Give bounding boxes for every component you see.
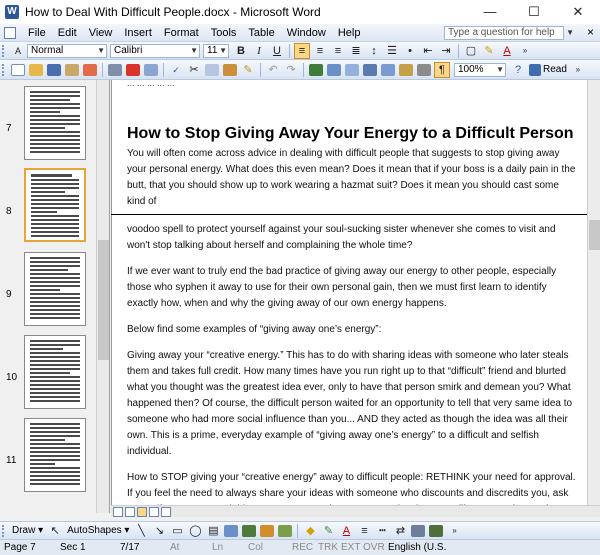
page-thumbnail-7[interactable] (24, 86, 86, 160)
font-select[interactable] (110, 44, 200, 58)
status-language: English (U.S. (388, 542, 447, 553)
window-controls (468, 0, 600, 24)
horizontal-scrollbar[interactable] (111, 505, 600, 517)
page-thumbnail-11[interactable] (24, 418, 86, 492)
align-left-icon[interactable]: ≡ (294, 43, 310, 59)
line-spacing-icon[interactable]: ↕ (371, 44, 377, 57)
scrollbar-thumb[interactable] (98, 240, 109, 360)
close-document-button[interactable]: × (586, 25, 594, 39)
text-box-icon[interactable]: ▤ (208, 524, 219, 537)
thumb-page-number: 10 (6, 372, 18, 383)
columns-icon[interactable] (381, 64, 395, 76)
reading-layout-view-icon[interactable] (161, 507, 171, 517)
status-section: Sec 1 (60, 542, 86, 553)
status-rec[interactable]: REC (292, 542, 314, 553)
menu-insert[interactable]: Insert (124, 26, 152, 39)
styles-pane-icon[interactable]: A (14, 45, 21, 56)
thumb-page-number: 8 (6, 206, 12, 217)
document-icon[interactable] (4, 27, 16, 39)
increase-indent-icon[interactable]: ⇥ (441, 44, 451, 57)
separator (303, 63, 304, 77)
oval-icon[interactable]: ◯ (189, 524, 202, 537)
wordart-icon[interactable] (224, 525, 238, 537)
status-ovr[interactable]: OVR (363, 542, 385, 553)
draw-menu[interactable]: Draw ▾ (12, 525, 44, 536)
menu-format[interactable]: Format (163, 26, 199, 39)
align-right-icon[interactable]: ≡ (334, 44, 342, 57)
font-size-select[interactable] (203, 44, 229, 58)
menu-bar (0, 24, 600, 42)
menu-tools[interactable]: Tools (210, 26, 237, 39)
diagram-icon[interactable] (242, 525, 256, 537)
menu-table[interactable]: Table (248, 26, 275, 39)
open-folder-icon[interactable] (29, 64, 43, 76)
arrow-icon[interactable]: ↘ (154, 524, 165, 537)
thumb-page-number: 9 (6, 289, 12, 300)
menu-help[interactable]: Help (337, 26, 361, 39)
status-trk[interactable]: TRK (318, 542, 338, 553)
close-button[interactable]: ✕ (572, 4, 584, 19)
page-break (111, 214, 587, 222)
print-icon[interactable] (108, 64, 122, 76)
status-at: At (170, 542, 180, 553)
drawing-toolbar (0, 521, 600, 539)
document-map-icon[interactable] (417, 64, 431, 76)
separator (260, 63, 261, 77)
new-document-icon[interactable] (11, 64, 25, 76)
section-heading: How to Stop Giving Away Your Energy to a Difficult Person (127, 125, 574, 142)
web-layout-view-icon[interactable] (125, 507, 135, 517)
page-thumbnail-9[interactable] (24, 252, 86, 326)
zoom-select[interactable] (454, 63, 506, 77)
paragraph-2: If we ever want to truly end the bad practice of giving away our energy to other people, especially those who syphen it away to use for their own personal gain, then we must first learn to identify exactly how, when and why the giving away of our own energy happens. (127, 266, 557, 309)
show-formatting-icon[interactable]: ¶ (434, 62, 450, 78)
separator (297, 524, 298, 538)
status-line: Ln (212, 542, 224, 553)
help-dropdown-icon[interactable]: ▼ (566, 28, 574, 37)
dash-style-icon[interactable]: ┅ (379, 524, 386, 537)
select-objects-icon[interactable]: ↖ (50, 524, 60, 537)
paste-icon[interactable] (223, 64, 237, 76)
picture-icon[interactable] (278, 525, 292, 537)
drawing-icon[interactable] (399, 64, 413, 76)
tables-borders-icon[interactable] (327, 64, 341, 76)
outline-view-icon[interactable] (149, 507, 159, 517)
copy-icon[interactable] (205, 64, 219, 76)
save-icon[interactable] (47, 64, 61, 76)
highlight-icon[interactable]: ✎ (484, 44, 494, 57)
style-select[interactable] (27, 44, 107, 58)
paragraph-4: Giving away your “creative energy.” This has to do with sharing ideas with someone who later steals them and takes full credit. How many times have you run right up to that “difficult” friend and blurted what you thought was the greatest idea ever, only to have that person smirk and demean you? What happened then? Of course, the difficult person waited for an opportunity to tell that very same idea to someone who had more social influence than you... AND they acted as though the idea was all their own. This is a prime, everyday example of “giving away one’s energy” to a difficult and selfish individual. (127, 350, 573, 457)
separator (458, 44, 459, 58)
formatting-toolbar (0, 42, 600, 60)
borders-icon[interactable]: ▢ (465, 44, 477, 57)
normal-view-icon[interactable] (113, 507, 123, 517)
paragraph-1-continued: voodoo spell to protect yourself against your soul-sucking sister whenever she comes to visit and won't stop talking about herself and complaining the whole time? (127, 224, 556, 251)
separator (289, 44, 290, 58)
insert-excel-icon[interactable] (363, 64, 377, 76)
status-bar (0, 539, 600, 555)
document-page[interactable] (111, 80, 587, 513)
read-button[interactable]: Read (543, 64, 567, 75)
toolbar-options-icon[interactable]: » (575, 64, 581, 74)
fill-color-icon[interactable]: ◆ (306, 524, 315, 537)
rectangle-icon[interactable]: ▭ (172, 524, 183, 537)
autoshapes-menu[interactable]: AutoShapes ▾ (67, 525, 130, 536)
scrollbar-thumb[interactable] (589, 220, 600, 250)
print-preview-icon[interactable] (126, 64, 140, 76)
font-color-icon[interactable]: A (342, 524, 351, 537)
separator (163, 63, 164, 77)
clip-art-icon[interactable] (260, 525, 274, 537)
status-page: Page 7 (4, 542, 36, 553)
read-mode-icon[interactable] (529, 64, 541, 76)
font-value: Calibri (114, 44, 143, 56)
zoom-value: 100% (458, 63, 484, 75)
thumbnails-scrollbar[interactable] (96, 80, 109, 513)
page-thumbnail-8[interactable] (24, 168, 86, 242)
maximize-button[interactable]: ☐ (528, 4, 540, 19)
spelling-icon[interactable]: ✓ (172, 64, 180, 75)
menu-window[interactable]: Window (286, 26, 326, 39)
undo-icon[interactable]: ↶ (268, 63, 278, 76)
window-title: How to Deal With Difficult People.docx - Microsoft Word (25, 5, 321, 19)
cut-icon[interactable]: ✂ (189, 63, 199, 76)
chevron-down-icon: ▼ (219, 45, 227, 55)
separator (102, 63, 103, 77)
standard-toolbar (0, 60, 600, 80)
status-column: Col (248, 542, 264, 553)
thumb-page-number: 11 (6, 455, 17, 466)
chevron-down-icon: ▼ (496, 64, 504, 74)
format-painter-icon[interactable]: ✎ (243, 63, 253, 76)
status-ext[interactable]: EXT (341, 542, 361, 553)
underline-button[interactable]: U (273, 44, 281, 57)
menu-view[interactable]: View (88, 26, 113, 39)
decrease-indent-icon[interactable]: ⇤ (423, 44, 433, 57)
hyperlink-icon[interactable] (309, 64, 323, 76)
line-color-icon[interactable]: ✎ (323, 524, 334, 537)
word-app-icon[interactable]: W (5, 5, 19, 19)
print-layout-view-icon[interactable] (137, 507, 147, 517)
help-search-input[interactable]: Type a question for help (444, 26, 564, 40)
menu-edit[interactable]: Edit (57, 26, 77, 39)
align-center-icon[interactable]: ≡ (316, 44, 324, 57)
style-value: Normal (31, 44, 64, 56)
bold-button[interactable]: B (237, 44, 245, 57)
thumbnails-pane (0, 80, 110, 513)
chevron-down-icon: ▼ (97, 45, 105, 55)
justify-icon[interactable]: ≣ (351, 44, 361, 57)
toolbar-options-icon[interactable]: » (522, 45, 528, 55)
italic-button[interactable]: I (257, 44, 261, 57)
numbering-icon[interactable]: ☰ (387, 44, 397, 57)
font-color-icon[interactable]: A (503, 44, 511, 57)
toolbar-options-icon[interactable]: » (452, 525, 457, 535)
3d-style-icon[interactable] (429, 525, 443, 537)
toolbar-grip[interactable] (2, 525, 6, 537)
status-page-count: 7/17 (120, 542, 140, 553)
toolbar-grip[interactable] (2, 64, 6, 76)
vertical-scrollbar[interactable] (587, 80, 600, 513)
font-size-value: 11 (207, 44, 218, 56)
thumb-page-number: 7 (6, 123, 12, 134)
paragraph-3: Below find some examples of “giving away one’s energy”: (127, 324, 382, 335)
menu-file[interactable]: File (28, 26, 46, 39)
page-thumbnail-10[interactable] (24, 335, 86, 409)
permission-icon[interactable] (65, 64, 79, 76)
email-icon[interactable] (83, 64, 97, 76)
help-icon[interactable]: ? (514, 63, 522, 76)
redo-icon[interactable]: ↷ (286, 63, 296, 76)
toolbar-grip[interactable] (2, 45, 6, 57)
research-icon[interactable] (144, 64, 158, 76)
minimize-button[interactable]: — (483, 4, 497, 19)
insert-table-icon[interactable] (345, 64, 359, 76)
arrow-style-icon[interactable]: ⇄ (395, 524, 406, 537)
line-icon[interactable]: ╲ (138, 524, 145, 537)
paragraph-1: You will often come across advice in dealing with difficult people that suggests to stop giving away your personal energy. What does this even mean? Does it mean that if your boss is a daily pain in the butt, that you should show up to work wearing a hazmat suit? Does it mean you should cast some kind of (127, 148, 576, 207)
title-bar (0, 0, 600, 24)
shadow-style-icon[interactable] (411, 525, 425, 537)
bullets-icon[interactable]: • (408, 44, 412, 57)
line-style-icon[interactable]: ≡ (361, 524, 368, 537)
previous-text-fragment: ... ... ... ... ... (127, 80, 175, 86)
paragraph-5: How to STOP giving your “creative energy” away to difficult people: RETHINK your need for approval. If you feel the need to always share your ideas with someone who discounts and discredits you, ask (127, 472, 576, 499)
document-area[interactable] (111, 80, 587, 513)
chevron-down-icon: ▼ (190, 45, 198, 55)
